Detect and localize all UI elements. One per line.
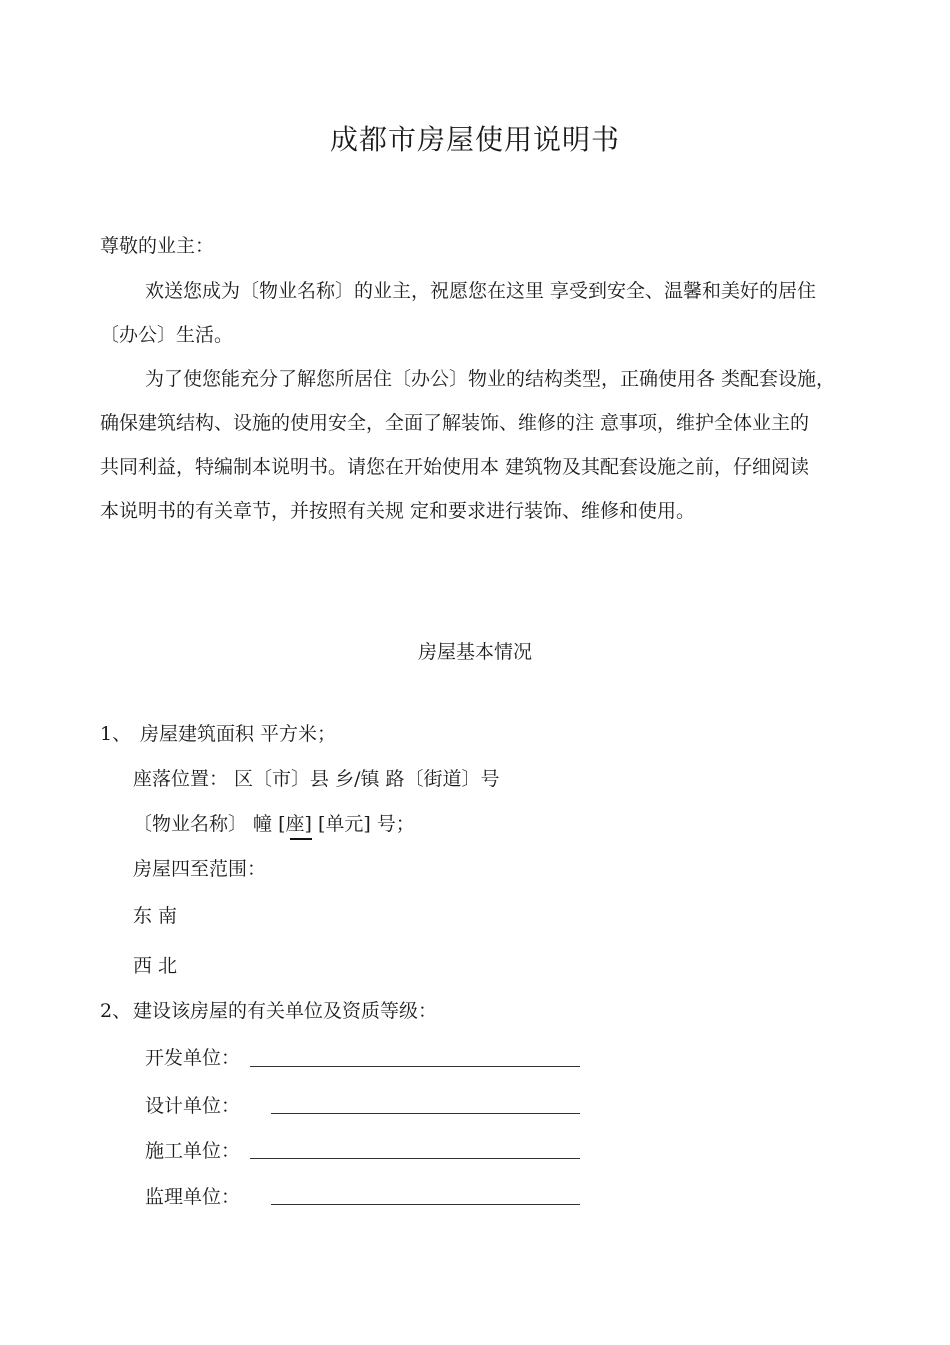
construction-unit-label: 施工单位：	[145, 1140, 241, 1162]
east-south-line: 东 南	[133, 905, 178, 927]
item-2-heading: 建设该房屋的有关单位及资质等级：	[133, 1000, 438, 1022]
intro-paragraph-2-line-1: 为了使您能充分了解您所居住〔办公〕物业的结构类型，正确使用各 类配套设施，	[145, 368, 836, 390]
item-2-number: 2、	[100, 1000, 132, 1022]
intro-paragraph-2-line-2: 确保建筑结构、设施的使用安全，全面了解装饰、维修的注 意事项，维护全体业主的	[100, 412, 810, 434]
document-title: 成都市房屋使用说明书	[329, 123, 620, 156]
design-unit-label: 设计单位：	[145, 1095, 241, 1117]
supervision-unit-label: 监理单位：	[145, 1186, 241, 1208]
developer-unit-field[interactable]	[250, 1066, 580, 1067]
design-unit-field[interactable]	[271, 1113, 580, 1114]
house-range-label: 房屋四至范围：	[133, 858, 267, 880]
supervision-unit-field[interactable]	[271, 1204, 580, 1205]
intro-paragraph-2-line-3: 共同利益，特编制本说明书。请您在开始使用本 建筑物及其配套设施之前，仔细阅读	[100, 456, 810, 478]
construction-unit-field[interactable]	[250, 1158, 580, 1159]
bracket-underline-mark	[290, 838, 312, 840]
item-1-number: 1、	[100, 723, 132, 745]
building-area-line: 房屋建筑面积 平方米；	[140, 723, 337, 745]
intro-paragraph-2-line-4: 本说明书的有关章节，并按照有关规 定和要求进行装饰、维修和使用。	[100, 500, 696, 522]
intro-paragraph-1-line-1: 欢送您成为〔物业名称〕的业主，祝愿您在这里 享受到安全、温馨和美好的居住	[145, 280, 817, 302]
property-name-line: 〔物业名称〕 幢 [座] [单元] 号；	[133, 813, 415, 835]
west-north-line: 西 北	[133, 955, 178, 977]
intro-paragraph-1-line-2: 〔办公〕生活。	[100, 324, 234, 346]
developer-unit-label: 开发单位：	[145, 1047, 241, 1069]
greeting: 尊敬的业主：	[100, 235, 215, 257]
location-line: 座落位置： 区〔市〕县 乡/镇 路〔街道〕号	[133, 768, 500, 790]
section-title: 房屋基本情况	[417, 641, 532, 663]
